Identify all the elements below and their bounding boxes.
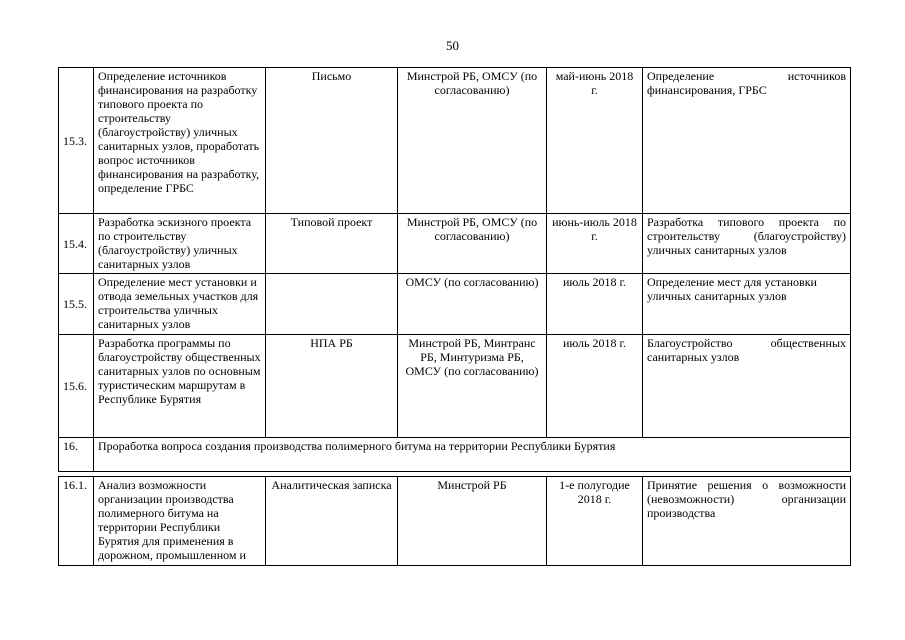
deadline-cell: июль 2018 г. [547, 274, 643, 335]
plan-table [58, 67, 851, 566]
result-cell: Разработка типового проекта по строительству (благоустройству) уличных санитарных узлов [643, 214, 851, 274]
row-number: 15.5. [59, 274, 94, 335]
table-row [59, 274, 851, 335]
deadline-cell: июль 2018 г. [547, 335, 643, 438]
row-number: 16.1. [59, 477, 94, 566]
task-cell: Определение мест установки и отвода земельных участков для строительства уличных санитарных узлов [94, 274, 266, 335]
result-cell: Благоустройство общественных санитарных узлов [643, 335, 851, 438]
section-row [59, 438, 851, 472]
document-type-cell: Типовой проект [266, 214, 398, 274]
section-title: Проработка вопроса создания производства полимерного битума на территории Республики Бурятия [94, 438, 851, 472]
table-row [59, 214, 851, 274]
row-number: 15.3. [59, 68, 94, 214]
page-number: 50 [446, 38, 459, 53]
table-row [59, 68, 851, 214]
result-cell: Определение мест для установки уличных санитарных узлов [643, 274, 851, 335]
section-number: 16. [59, 438, 94, 472]
row-number: 15.6. [59, 335, 94, 438]
deadline-cell: июнь-июль 2018 г. [547, 214, 643, 274]
executor-cell: Минстрой РБ, ОМСУ (по согласованию) [398, 214, 547, 274]
document-type-cell [266, 274, 398, 335]
task-cell: Определение источников финансирования на разработку типового проекта по строительству (благоустройству) уличных санитарных узлов, проработать вопрос источников финансирования на разработку, определение ГРБС [94, 68, 266, 214]
document-type-cell: Аналитическая записка [266, 477, 398, 566]
deadline-cell: май-июнь 2018 г. [547, 68, 643, 214]
task-cell: Разработка программы по благоустройству общественных санитарных узлов по основным туристическим маршрутам в Республике Бурятия [94, 335, 266, 438]
result-cell: Определение источников финансирования, ГРБС [643, 68, 851, 214]
row-number: 15.4. [59, 214, 94, 274]
result-cell: Принятие решения о возможности (невозможности) организации производства [643, 477, 851, 566]
executor-cell: Минстрой РБ, Минтранс РБ, Минтуризма РБ, ОМСУ (по согласованию) [398, 335, 547, 438]
table-row [59, 335, 851, 438]
task-cell: Разработка эскизного проекта по строительству (благоустройству) уличных санитарных узлов [94, 214, 266, 274]
deadline-cell: 1-е полугодие 2018 г. [547, 477, 643, 566]
document-type-cell: Письмо [266, 68, 398, 214]
executor-cell: Минстрой РБ [398, 477, 547, 566]
executor-cell: ОМСУ (по согласованию) [398, 274, 547, 335]
document-type-cell: НПА РБ [266, 335, 398, 438]
table-row [59, 477, 851, 566]
executor-cell: Минстрой РБ, ОМСУ (по согласованию) [398, 68, 547, 214]
task-cell: Анализ возможности организации производства полимерного битума на территории Республики Бурятия для применения в дорожном, промышленном и [94, 477, 266, 566]
